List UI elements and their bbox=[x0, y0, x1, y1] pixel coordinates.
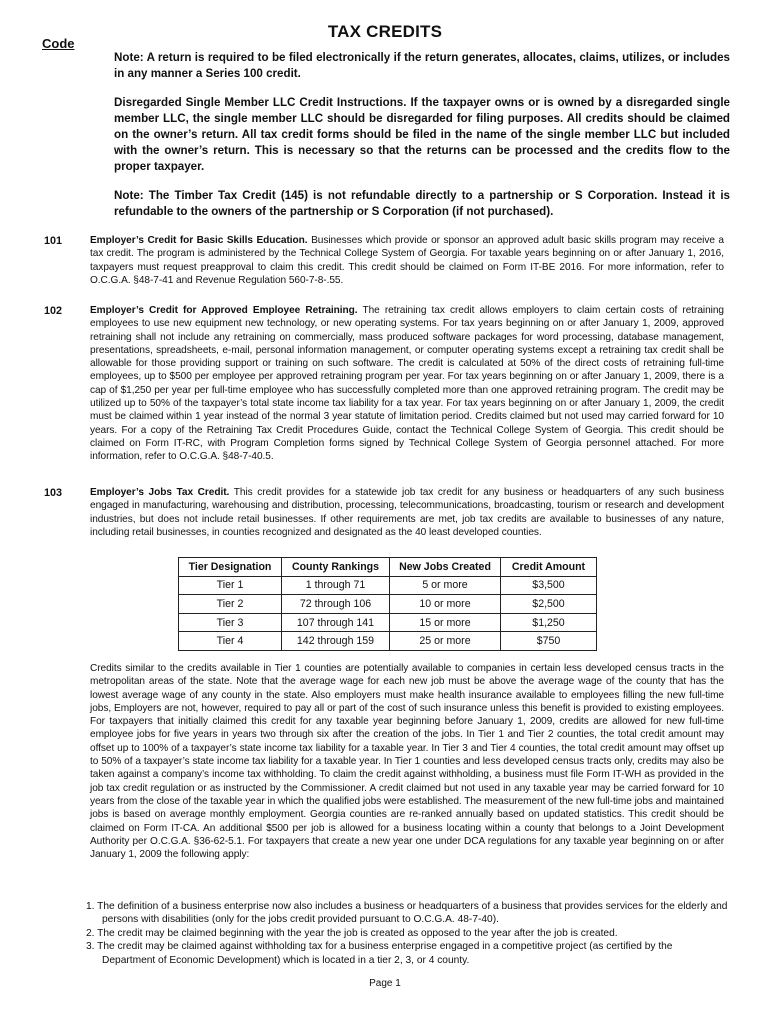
table-cell: 107 through 141 bbox=[282, 613, 390, 632]
table-row bbox=[179, 595, 597, 614]
table-cell: 142 through 159 bbox=[282, 632, 390, 651]
table-cell: 5 or more bbox=[390, 576, 501, 595]
table-cell: Tier 2 bbox=[179, 595, 282, 614]
credit-code-101: 101 bbox=[44, 235, 63, 247]
page-title: TAX CREDITS bbox=[327, 22, 443, 41]
table-cell: $1,250 bbox=[501, 613, 597, 632]
credit-text-103: This credit provides for a statewide job tax credit for any business or headquarters of any such business engaged in manufacturing, warehousing and distribution, processing, telecommunications, broadcasting, tourism or research and development industries, but does not include retail businesses. If other requirements are met, job tax credits are available to businesses of any nature, including retail businesses, in counties recognized and designated as the 40 least developed counties. bbox=[90, 487, 725, 538]
credit-code-102: 102 bbox=[44, 305, 63, 317]
page-number: Page 1 bbox=[369, 978, 401, 989]
credit-entry-102 bbox=[90, 304, 724, 464]
credit-text-101: Businesses which provide or sponsor an approved adult basic skills program may receive a tax credit. The program is administered by the Technical College System of Georgia. For taxable years beginning on or after January 1, 2016, taxpayers must request preapproval to claim this credit. This credit should be claimed on Form IT-BE 2016. For more information, refer to O.C.G.A. §48-7-41 and Revenue Regulation 560-7-8-.55. bbox=[90, 235, 724, 286]
tier-header-county-rankings: County Rankings bbox=[282, 558, 390, 577]
table-cell: Tier 4 bbox=[179, 632, 282, 651]
table-cell: 25 or more bbox=[390, 632, 501, 651]
list-item: 2. The credit may be claimed beginning with the year the job is created as opposed to the year after the job is created. bbox=[86, 927, 618, 939]
table-cell: 15 or more bbox=[390, 613, 501, 632]
table-row bbox=[179, 632, 597, 651]
jobs-credit-rules-list bbox=[86, 900, 728, 967]
jobs-credit-details: Credits similar to the credits available in Tier 1 counties are potentially available to companies in certain less developed census tracts in the metropolitan areas of the state. Note that the average wage for each new job must be above the average wage of the county that has the lowest average wage of any county in the state. Also employers must make health insurance available to employees filling the new full-time jobs, Employers are not, however, required to pay all or part of the cost of such insurance unless this benefit is provided to existing employees. For taxpayers that initially claimed this credit for any taxable year beginning before January 1, 2009, credits are allowed for new full-time employee jobs for five years in years two through six after the creation of the jobs. In Tier 1 and Tier 2 counties, the total credit amount may offset up to 100% of a taxpayer’s state income tax liability for a taxable year. In Tier 3 and Tier 4 counties, the total credit amount may offset up to 50% of a taxpayer’s state income tax liability for a taxable year. In Tier 1 counties and less developed census tracts only, credits may also be taken against a company’s income tax withholding. To claim the credit against withholding, a business must file Form IT-WH as provided in the job tax credit regulation or as instructed by the Commissioner. A credit claimed but not used in any taxable year may be carried forward for 10 years from the close of the taxable year in which the qualified jobs were established. The measurement of the new full-time jobs and maintained jobs is based on average monthly employment. Georgia counties are re-ranked annually based on updated statistics. This credit should be claimed on Form IT-CA. An additional $500 per job is allowed for a business locating within a county that belongs to a Joint Development Authority per O.C.G.A. §36-62-5.1. For taxpayers that create a new year one under DCA regulations for any taxable year beginning on or after January 1, 2009 the following apply: bbox=[90, 663, 724, 861]
table-cell: 10 or more bbox=[390, 595, 501, 614]
credit-heading-103: Employer’s Jobs Tax Credit. bbox=[90, 487, 230, 498]
tier-table bbox=[178, 557, 597, 651]
credit-text-102: The retraining tax credit allows employers to claim certain costs of retraining employees to use new equipment new technology, or new operating systems. For tax years beginning on or after January 1, 2009, approved retraining shall not include any retraining on commercially, mass produced software packages for word processing, database management, presentations, spreadsheets, e-mail, personal information management, or computer operating systems except a retraining tax credit shall be allowable for those providing support or training on such software. The credit is calculated at 50% of the direct costs of retraining full-time employees, up to $500 per employee per approved retraining program per year. For tax years beginning on or after January 1, 2009, there is a cap of $1,250 per year per full-time employee who has successfully completed more than one approved retraining program. The credit may be utilized up to 50% of the taxpayer’s total state income tax liability for a tax year. For tax years beginning on or after January 1, 2009, the credit must be claimed within 1 year instead of the normal 3 year statute of limitation period. Credits claimed but not used may carried forward for 10 years. For a copy of the Retraining Tax Credit Procedures Guide, contact the Technical College System of Georgia. This credit should be claimed on Form IT-RC, with Program Completion forms signed by Technical College System of Georgia personnel attached. For more information, refer to O.C.G.A. §48-7-40.5. bbox=[90, 305, 724, 463]
tier-header-credit-amount: Credit Amount bbox=[501, 558, 597, 577]
table-cell: $3,500 bbox=[501, 576, 597, 595]
timber-credit-note: Note: The Timber Tax Credit (145) is not refundable directly to a partnership or S Corporation. Instead it is refundable to the owners of the partnership or S Corporation (if not purchased). bbox=[114, 189, 730, 218]
tier-header-designation: Tier Designation bbox=[179, 558, 282, 577]
table-cell: $750 bbox=[501, 632, 597, 651]
table-cell: Tier 3 bbox=[179, 613, 282, 632]
table-cell: 72 through 106 bbox=[282, 595, 390, 614]
table-cell: Tier 1 bbox=[179, 576, 282, 595]
table-row bbox=[179, 576, 597, 595]
list-item: 1. The definition of a business enterprise now also includes a business or headquarters of a business that provides services for the elderly and persons with disabilities (only for the jobs credit provided pursuant to O.C.G.A. 48-7-40). bbox=[86, 901, 728, 926]
credit-code-103: 103 bbox=[44, 487, 63, 499]
table-cell: $2,500 bbox=[501, 595, 597, 614]
tier-table-header-row bbox=[179, 558, 597, 577]
credit-entry-101 bbox=[90, 234, 724, 287]
tier-header-new-jobs: New Jobs Created bbox=[390, 558, 501, 577]
table-row bbox=[179, 613, 597, 632]
electronic-filing-note: Note: A return is required to be filed electronically if the return generates, allocates, claims, utilizes, or includes in any manner a Series 100 credit. bbox=[114, 51, 730, 80]
credit-heading-102: Employer’s Credit for Approved Employee Retraining. bbox=[90, 305, 358, 316]
credit-heading-101: Employer’s Credit for Basic Skills Education. bbox=[90, 235, 308, 246]
disregarded-llc-note: Disregarded Single Member LLC Credit Instructions. If the taxpayer owns or is owned by a disregarded single member LLC, the single member LLC should be disregarded for filing purposes. All credits should be claimed on the owner’s return. All tax credit forms should be filed in the name of the single member LLC but included with the owner’s return. This is necessary so that the returns can be processed and the credits flow to the proper taxpayer. bbox=[114, 96, 730, 173]
code-column-label: Code bbox=[42, 36, 75, 51]
table-cell: 1 through 71 bbox=[282, 576, 390, 595]
list-item: 3. The credit may be claimed against withholding tax for a business enterprise engaged in a competitive project (as certified by the Department of Economic Development) which is located in a tier 2, 3, or 4 county. bbox=[86, 941, 673, 966]
credit-entry-103 bbox=[90, 486, 724, 539]
